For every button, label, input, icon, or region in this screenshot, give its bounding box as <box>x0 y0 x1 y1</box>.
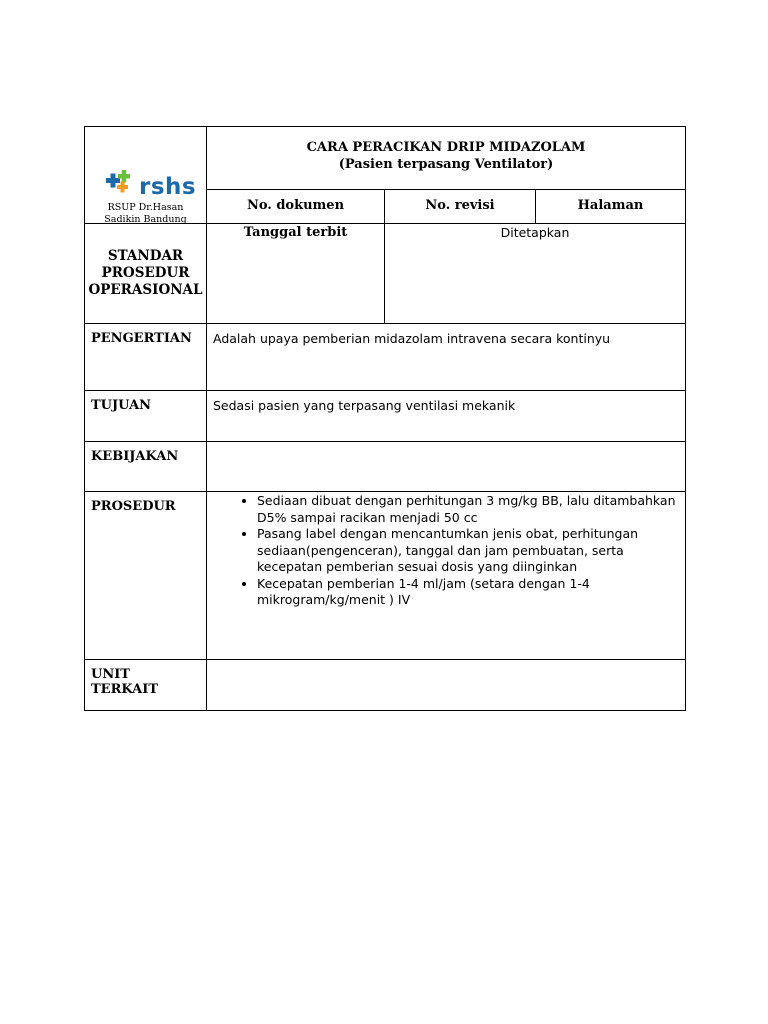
logo-cell <box>85 127 207 224</box>
hospital-name <box>85 202 206 226</box>
doc-number-label: No. dokumen <box>207 190 385 224</box>
title-line2: (Pasien terpasang Ventilator) <box>338 157 554 172</box>
prosedur-step-1: • Sediaan dibuat dengan perhitungan 3 mg/kg BB, lalu ditambahkan D5% sampai racikan menjadi 50 cc <box>257 493 679 526</box>
title-line1: CARA PERACIKAN DRIP MIDAZOLAM <box>306 140 586 155</box>
document-title <box>207 127 686 190</box>
tujuan-text: Sedasi pasien yang terpasang ventilasi mekanik <box>207 391 686 442</box>
issue-date-label: Tanggal terbit <box>207 224 385 324</box>
sop-label-line1: STANDAR <box>107 248 184 264</box>
sop-table <box>84 126 686 711</box>
tujuan-label: TUJUAN <box>85 391 207 442</box>
hospital-name-line2: Sadikin Bandung <box>104 214 187 225</box>
sop-label <box>85 224 207 324</box>
prosedur-steps <box>213 493 679 609</box>
kebijakan-label: KEBIJAKAN <box>85 442 207 492</box>
sop-label-line2: PROSEDUR <box>101 265 190 281</box>
revision-label: No. revisi <box>385 190 536 224</box>
pengertian-label: PENGERTIAN <box>85 324 207 391</box>
prosedur-content <box>207 492 686 660</box>
logo-wordmark: rshs <box>139 174 197 200</box>
prosedur-step-2: • Pasang label dengan mencantumkan jenis obat, perhitungan sediaan(pengenceran), tanggal dan jam pembuatan, serta kecepatan pemberian sesuai dosis yang diinginkan <box>257 526 679 576</box>
pengertian-text: Adalah upaya pemberian midazolam intravena secara kontinyu <box>207 324 686 391</box>
prosedur-step-3: • Kecepatan pemberian 1-4 ml/jam (setara dengan 1-4 mikrogram/kg/menit ) IV <box>257 576 679 609</box>
rshs-cross-icon <box>100 170 142 194</box>
unit-terkait-text <box>207 660 686 711</box>
approved-label: Ditetapkan <box>385 224 686 324</box>
hospital-name-line1: RSUP Dr.Hasan <box>107 202 184 213</box>
kebijakan-text <box>207 442 686 492</box>
sop-label-line3: OPERASIONAL <box>88 282 203 298</box>
prosedur-label: PROSEDUR <box>85 492 207 660</box>
unit-terkait-label: UNIT TERKAIT <box>85 660 207 711</box>
hospital-logo <box>85 146 206 225</box>
page-label: Halaman <box>536 190 686 224</box>
